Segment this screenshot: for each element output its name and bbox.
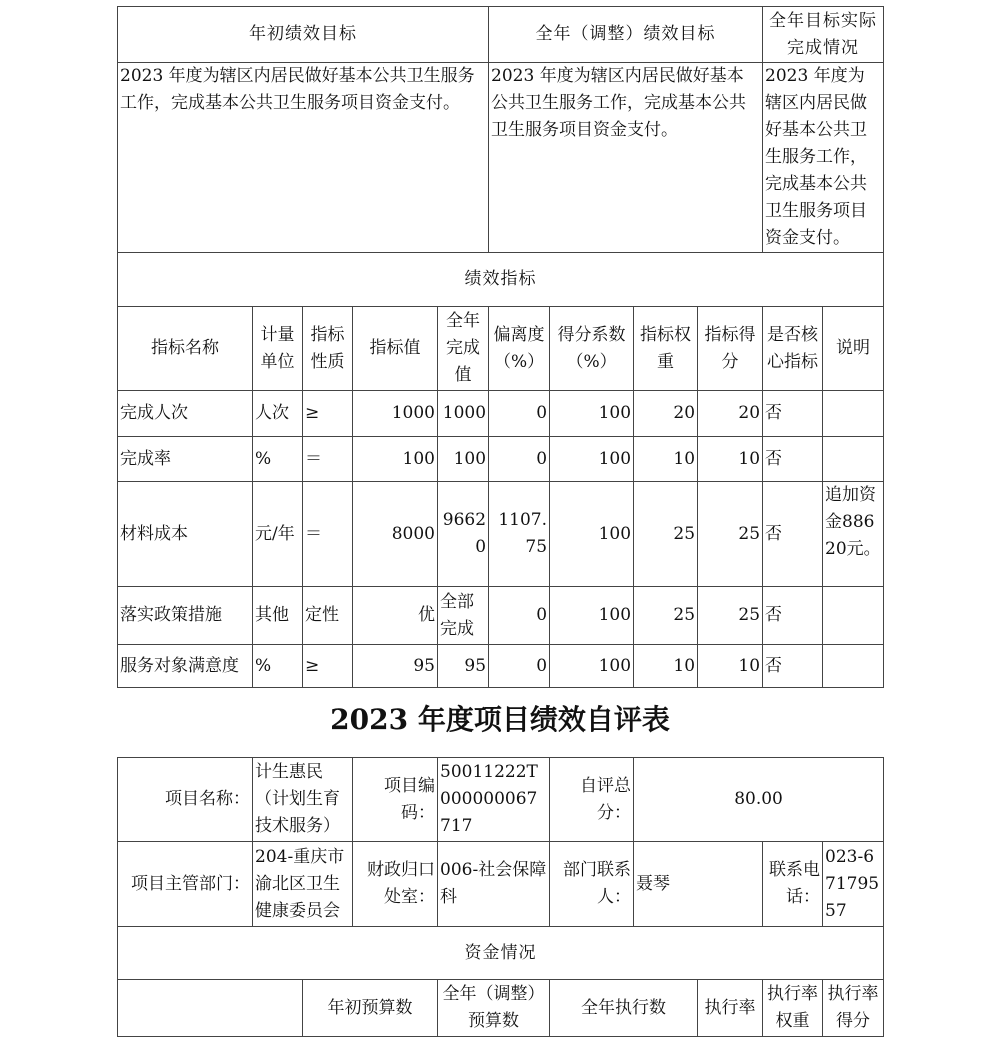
cell-coefficient: 100 xyxy=(550,645,634,688)
cell-nature: 定性 xyxy=(303,587,353,645)
col-note: 说明 xyxy=(823,307,884,391)
cell-deviation: 1107.75 xyxy=(489,482,550,587)
cell-score: 10 xyxy=(698,645,763,688)
funds-col-executed: 全年执行数 xyxy=(550,980,698,1037)
cell-note xyxy=(823,587,884,645)
cell-unit: 元/年 xyxy=(253,482,303,587)
cell-score: 25 xyxy=(698,587,763,645)
funds-col-rate-weight: 执行率权重 xyxy=(763,980,823,1037)
cell-score: 25 xyxy=(698,482,763,587)
project-name-value: 计生惠民（计划生育技术服务） xyxy=(253,758,353,842)
col-core: 是否核心指标 xyxy=(763,307,823,391)
cell-target: 8000 xyxy=(353,482,438,587)
table-row xyxy=(118,587,884,645)
cell-note: 追加资金88620元。 xyxy=(823,482,884,587)
cell-deviation: 0 xyxy=(489,587,550,645)
table-row xyxy=(118,437,884,482)
goal-text-actual: 2023 年度为辖区内居民做好基本公共卫生服务工作，完成基本公共卫生服务项目资金支付。 xyxy=(763,63,884,253)
cell-target: 1000 xyxy=(353,391,438,437)
goal-header-actual: 全年目标实际完成情况 xyxy=(763,7,884,63)
cell-target: 95 xyxy=(353,645,438,688)
col-indicator-name: 指标名称 xyxy=(118,307,253,391)
table-row xyxy=(118,391,884,437)
phone-label: 联系电话： xyxy=(763,842,823,927)
cell-note xyxy=(823,645,884,688)
cell-nature: ＝ xyxy=(303,437,353,482)
cell-target: 100 xyxy=(353,437,438,482)
cell-core: 否 xyxy=(763,437,823,482)
cell-weight: 25 xyxy=(634,482,698,587)
cell-unit: 其他 xyxy=(253,587,303,645)
funds-section-title: 资金情况 xyxy=(118,927,884,980)
cell-note xyxy=(823,437,884,482)
cell-name: 服务对象满意度 xyxy=(118,645,253,688)
goal-text-initial: 2023 年度为辖区内居民做好基本公共卫生服务工作，完成基本公共卫生服务项目资金支付。 xyxy=(118,63,489,253)
col-score: 指标得分 xyxy=(698,307,763,391)
indicator-section-row xyxy=(118,253,884,307)
project-row-2 xyxy=(118,842,884,927)
cell-name: 落实政策措施 xyxy=(118,587,253,645)
project-name-label: 项目名称： xyxy=(118,758,253,842)
cell-actual: 100 xyxy=(438,437,489,482)
cell-unit: 人次 xyxy=(253,391,303,437)
cell-core: 否 xyxy=(763,482,823,587)
col-weight: 指标权重 xyxy=(634,307,698,391)
cell-actual: 96620 xyxy=(438,482,489,587)
dept-value: 204-重庆市渝北区卫生健康委员会 xyxy=(253,842,353,927)
cell-actual: 1000 xyxy=(438,391,489,437)
col-unit: 计量单位 xyxy=(253,307,303,391)
funds-col-rate: 执行率 xyxy=(698,980,763,1037)
col-target-value: 指标值 xyxy=(353,307,438,391)
dept-label: 项目主管部门： xyxy=(118,842,253,927)
funds-col-initial-budget: 年初预算数 xyxy=(303,980,438,1037)
cell-deviation: 0 xyxy=(489,437,550,482)
contact-label: 部门联系人： xyxy=(550,842,634,927)
cell-deviation: 0 xyxy=(489,391,550,437)
funds-col-rate-score: 执行率得分 xyxy=(823,980,884,1037)
goal-header-initial: 年初绩效目标 xyxy=(118,7,489,63)
score-label: 自评总分： xyxy=(550,758,634,842)
report-title: 2023 年度项目绩效自评表 xyxy=(330,703,670,736)
funds-col-blank xyxy=(118,980,303,1037)
cell-score: 10 xyxy=(698,437,763,482)
project-code-label: 项目编码： xyxy=(353,758,438,842)
office-value: 006-社会保障科 xyxy=(438,842,550,927)
cell-core: 否 xyxy=(763,587,823,645)
col-nature: 指标性质 xyxy=(303,307,353,391)
cell-actual: 全部完成 xyxy=(438,587,489,645)
indicator-column-header-row xyxy=(118,307,884,391)
cell-target: 优 xyxy=(353,587,438,645)
cell-nature: ≥ xyxy=(303,645,353,688)
goal-header-adjusted: 全年（调整）绩效目标 xyxy=(489,7,763,63)
cell-name: 完成人次 xyxy=(118,391,253,437)
score-value: 80.00 xyxy=(634,758,884,842)
indicator-section-title: 绩效指标 xyxy=(118,253,884,307)
cell-weight: 10 xyxy=(634,437,698,482)
project-row-1 xyxy=(118,758,884,842)
cell-weight: 10 xyxy=(634,645,698,688)
cell-core: 否 xyxy=(763,391,823,437)
goal-text-adjusted: 2023 年度为辖区内居民做好基本公共卫生服务工作，完成基本公共卫生服务项目资金支付。 xyxy=(489,63,763,253)
cell-name: 完成率 xyxy=(118,437,253,482)
funds-section-row xyxy=(118,927,884,980)
cell-weight: 25 xyxy=(634,587,698,645)
cell-actual: 95 xyxy=(438,645,489,688)
office-label: 财政归口处室： xyxy=(353,842,438,927)
cell-unit: % xyxy=(253,437,303,482)
cell-coefficient: 100 xyxy=(550,482,634,587)
cell-unit: % xyxy=(253,645,303,688)
cell-name: 材料成本 xyxy=(118,482,253,587)
cell-coefficient: 100 xyxy=(550,437,634,482)
project-info-table xyxy=(117,757,884,1037)
funds-col-adjusted-budget: 全年（调整）预算数 xyxy=(438,980,550,1037)
cell-score: 20 xyxy=(698,391,763,437)
col-actual-value: 全年完成值 xyxy=(438,307,489,391)
cell-weight: 20 xyxy=(634,391,698,437)
cell-core: 否 xyxy=(763,645,823,688)
col-deviation: 偏离度（%） xyxy=(489,307,550,391)
col-score-coefficient: 得分系数（%） xyxy=(550,307,634,391)
contact-value: 聂琴 xyxy=(634,842,763,927)
cell-nature: ≥ xyxy=(303,391,353,437)
table-row xyxy=(118,645,884,688)
goals-header-row xyxy=(118,7,884,63)
table-row xyxy=(118,482,884,587)
goals-text-row xyxy=(118,63,884,253)
cell-coefficient: 100 xyxy=(550,391,634,437)
funds-column-header-row xyxy=(118,980,884,1037)
cell-note xyxy=(823,391,884,437)
cell-deviation: 0 xyxy=(489,645,550,688)
cell-nature: ＝ xyxy=(303,482,353,587)
performance-indicator-table xyxy=(117,6,884,688)
cell-coefficient: 100 xyxy=(550,587,634,645)
project-code-value: 50011222T000000067717 xyxy=(438,758,550,842)
phone-value: 023-67179557 xyxy=(823,842,884,927)
